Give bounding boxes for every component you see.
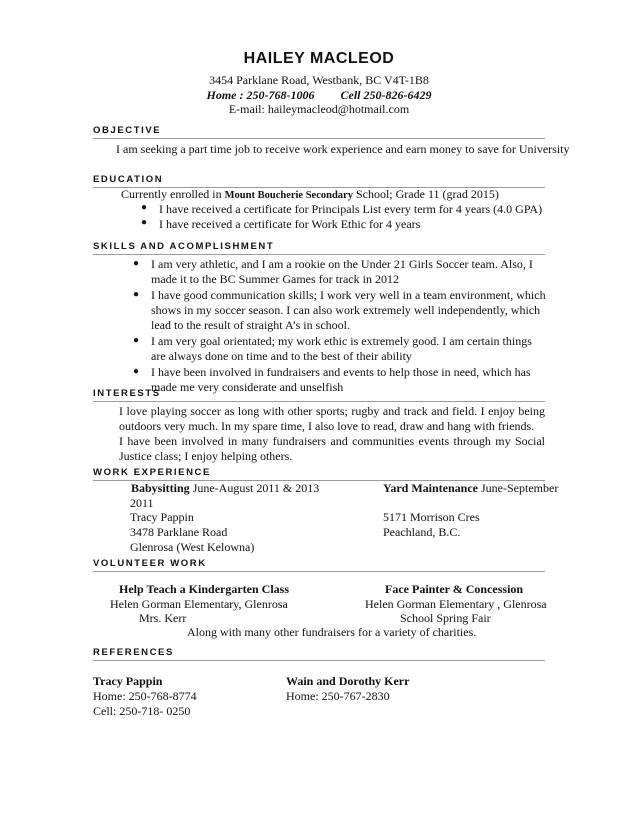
applicant-name: HAILEY MACLEOD — [243, 50, 395, 67]
volunteer-right-place: Helen Gorman Elementary , Glenrosa — [365, 597, 547, 611]
job-address: 5171 Morrison Cres — [383, 510, 480, 524]
home-phone: Home : 250-768-1006 — [206, 88, 315, 102]
reference-name-text: Wain and Dorothy Kerr — [286, 674, 410, 688]
volunteer-title: Face Painter & Concession — [385, 582, 524, 596]
skills-heading: SKILLS AND ACOMPLISHMENT — [93, 241, 275, 252]
education-line — [121, 187, 499, 203]
job-city: Glenrosa (West Kelowna) — [130, 540, 255, 554]
bullet-icon: ● — [141, 202, 148, 213]
phone-line — [0, 88, 638, 103]
bullet-icon: ● — [133, 335, 140, 346]
interests-paragraph: I love playing soccer as long with other sports; rugby and track and field. I enjoy being outdoors very much. In my spare time, I also love to read, draw and hang with friends. — [119, 404, 545, 433]
bullet-icon: ● — [133, 289, 140, 300]
job-yard-maintenance — [383, 481, 558, 496]
skills-divider — [93, 254, 545, 255]
volunteer-right-title — [385, 582, 523, 597]
volunteer-divider — [93, 571, 545, 572]
volunteer-heading: VOLUNTEER WORK — [93, 558, 207, 569]
job-dates: June-August 2011 & 2013 — [189, 481, 320, 495]
education-heading: EDUCATION — [93, 174, 164, 185]
job-title: Yard Maintenance — [383, 481, 478, 495]
interests-divider — [93, 401, 545, 402]
job-contact: Tracy Pappin — [130, 510, 194, 524]
address-line: 3454 Parklane Road, Westbank, BC V4T-1B8 — [209, 73, 429, 87]
reference-home: Home: 250-768-8774 — [93, 689, 197, 703]
reference-home: Home: 250-767-2830 — [286, 689, 390, 703]
skills-bullet: I have good communication skills; I work very well in a team environment, which shows in my soccer season. I can also work extremely well independently, which lead to the result of straight A’s in school. — [151, 288, 546, 332]
reference-name — [93, 674, 162, 689]
interests-paragraph: I have been involved in many fundraisers and communities events through my Social Justice class; I enjoy helping others. — [119, 434, 545, 463]
education-prefix: Currently enrolled in — [121, 187, 225, 201]
job-title: Babysitting — [131, 481, 190, 495]
references-heading: REFERENCES — [93, 647, 174, 658]
job-dates-wrap: 2011 — [130, 496, 154, 510]
volunteer-footer: Along with many other fundraisers for a variety of charities. — [187, 625, 477, 639]
job-address: 3478 Parklane Road — [130, 525, 228, 539]
school-name: Mount Boucherie Secondary — [224, 190, 353, 201]
work-heading: WORK EXPERIENCE — [93, 467, 211, 478]
references-divider — [93, 660, 545, 661]
volunteer-left-title — [119, 582, 289, 597]
reference-cell: Cell: 250-718- 0250 — [93, 704, 191, 718]
education-bullet: I have received a certificate for Work Ethic for 4 years — [159, 217, 421, 231]
skills-bullet: I am very athletic, and I am a rookie on the Under 21 Girls Soccer team. Also, I made it to the BC Summer Games for track in 2012 — [151, 257, 533, 286]
job-babysitting — [131, 481, 319, 496]
education-bullet: I have received a certificate for Principals List every term for 4 years (4.0 GPA) — [159, 202, 543, 216]
objective-heading: OBJECTIVE — [93, 125, 162, 136]
volunteer-left-place: Helen Gorman Elementary, Glenrosa — [110, 597, 288, 611]
email-line: E-mail: haileymacleod@hotmail.com — [228, 102, 410, 116]
bullet-icon: ● — [133, 258, 140, 269]
reference-name-text: Tracy Pappin — [93, 674, 163, 688]
volunteer-right-event: School Spring Fair — [400, 611, 491, 625]
objective-divider — [93, 138, 545, 139]
volunteer-left-person: Mrs. Kerr — [139, 611, 187, 625]
job-city: Peachland, B.C. — [383, 525, 461, 539]
volunteer-title: Help Teach a Kindergarten Class — [119, 582, 290, 596]
reference-name — [286, 674, 409, 689]
bullet-icon: ● — [141, 217, 148, 228]
skills-bullet: I have been involved in fundraisers and events to help those in need, which has made me very considerate and unselfish — [151, 365, 531, 394]
education-suffix: School; Grade 11 (grad 2015) — [352, 187, 499, 201]
skills-bullet: I am very goal orientated; my work ethic is extremely good. I am certain things are always done on time and to the best of their ability — [151, 334, 532, 363]
interests-heading: INTERESTS — [93, 388, 161, 399]
objective-text: I am seeking a part time job to receive work experience and earn money to save for University — [116, 142, 570, 156]
bullet-icon: ● — [133, 366, 140, 377]
job-dates: June-September — [478, 481, 559, 495]
cell-phone: Cell 250-826-6429 — [340, 88, 432, 102]
